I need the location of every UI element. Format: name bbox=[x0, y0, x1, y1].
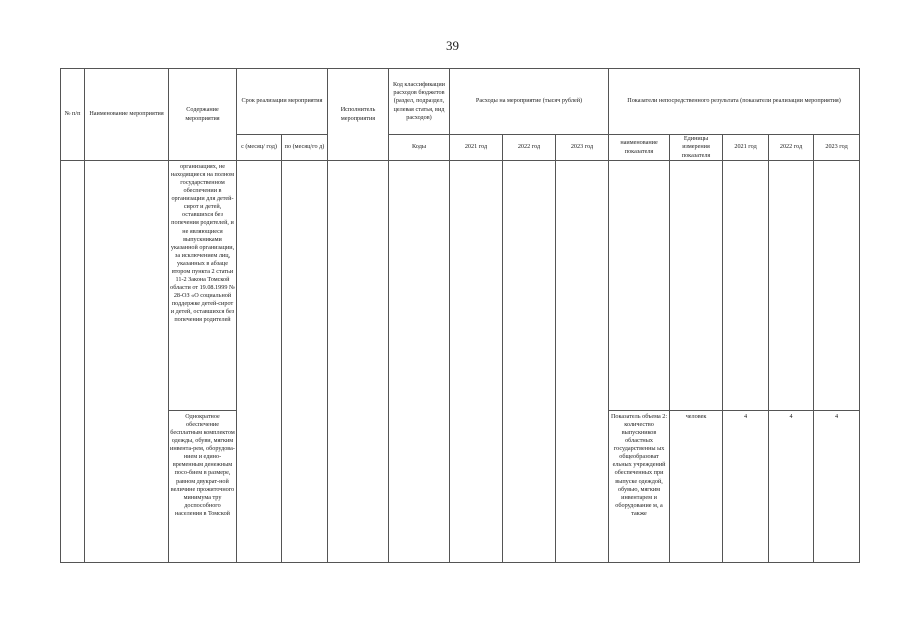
cell-unit: человек bbox=[670, 411, 723, 563]
cell-content: организациях, не находящиеся на полном государственном обеспечении в организации для детей-сирот и детей, оставшихся без попечения родителей, и не являющиеся выпускниками указанной организации, за исключением лиц, указанных в абзаце втором пункта 2 статьи 11-2 Закона Томской области от 19.08.1999 № 28-ОЗ «О социальной поддержке детей-сирот и детей, оставшихся без попечения родителей bbox=[169, 161, 237, 411]
header-executor: Исполнитель мероприятия bbox=[328, 69, 389, 161]
cell-expense-2021 bbox=[450, 161, 503, 563]
cell-indicator-2021: 4 bbox=[723, 411, 769, 563]
header-indicator-2022: 2022 год bbox=[769, 135, 814, 161]
header-period-to: по (месяц/го д) bbox=[282, 135, 328, 161]
header-period: Срок реализации мероприятия bbox=[237, 69, 328, 135]
header-content: Содержание мероприятия bbox=[169, 69, 237, 161]
header-expenses: Расходы на мероприятие (тысяч рублей) bbox=[450, 69, 609, 135]
cell-num bbox=[61, 161, 85, 563]
cell-executor bbox=[328, 161, 389, 563]
cell-indicator-name bbox=[609, 161, 670, 411]
cell-indicator-2022: 4 bbox=[769, 411, 814, 563]
header-expense-2021: 2021 год bbox=[450, 135, 503, 161]
header-num: № п/п bbox=[61, 69, 85, 161]
cell-content: Однократное обеспечение бесплатным комплектом одежды, обуви, мягким инвента-рем, оборудова-нием и едино-временным денежным посо-бием в размере, равном двукрат-ной величине прожиточного минимума тру доспособного населения в Томской bbox=[169, 411, 237, 563]
cell-unit bbox=[670, 161, 723, 411]
cell-expense-2023 bbox=[556, 161, 609, 563]
cell-period-to bbox=[282, 161, 328, 563]
cell-codes bbox=[389, 161, 450, 563]
program-table bbox=[60, 68, 860, 563]
cell-expense-2022 bbox=[503, 161, 556, 563]
cell-indicator-2023: 4 bbox=[814, 411, 860, 563]
header-codes: Коды bbox=[389, 135, 450, 161]
header-indicator-name: наименование показателя bbox=[609, 135, 670, 161]
cell-name bbox=[85, 161, 169, 563]
cell-indicator-2021 bbox=[723, 161, 769, 411]
page-number: 39 bbox=[446, 38, 459, 53]
header-expense-2023: 2023 год bbox=[556, 135, 609, 161]
header-indicators: Показатели непосредственного результата (показатели реализации мероприятия) bbox=[609, 69, 860, 135]
header-budget-code: Код классификации расходов бюджетов (раздел, подраздел, целевая статья, вид расходов) bbox=[389, 69, 450, 135]
header-indicator-2023: 2023 год bbox=[814, 135, 860, 161]
table-row bbox=[61, 161, 860, 411]
cell-indicator-name: Показатель объема 2: количество выпускников областных государственны ых общеобразоват ельных учреждений обеспеченных при выпуске одеждой, обувью, мягким инвентарем и оборудование м, а также bbox=[609, 411, 670, 563]
header-indicator-2021: 2021 год bbox=[723, 135, 769, 161]
cell-indicator-2022 bbox=[769, 161, 814, 411]
header-unit: Единицы измерения показателя bbox=[670, 135, 723, 161]
cell-indicator-2023 bbox=[814, 161, 860, 411]
header-expense-2022: 2022 год bbox=[503, 135, 556, 161]
cell-period-from bbox=[237, 161, 282, 563]
header-period-from: с (месяц/ год) bbox=[237, 135, 282, 161]
header-name: Наименование мероприятия bbox=[85, 69, 169, 161]
